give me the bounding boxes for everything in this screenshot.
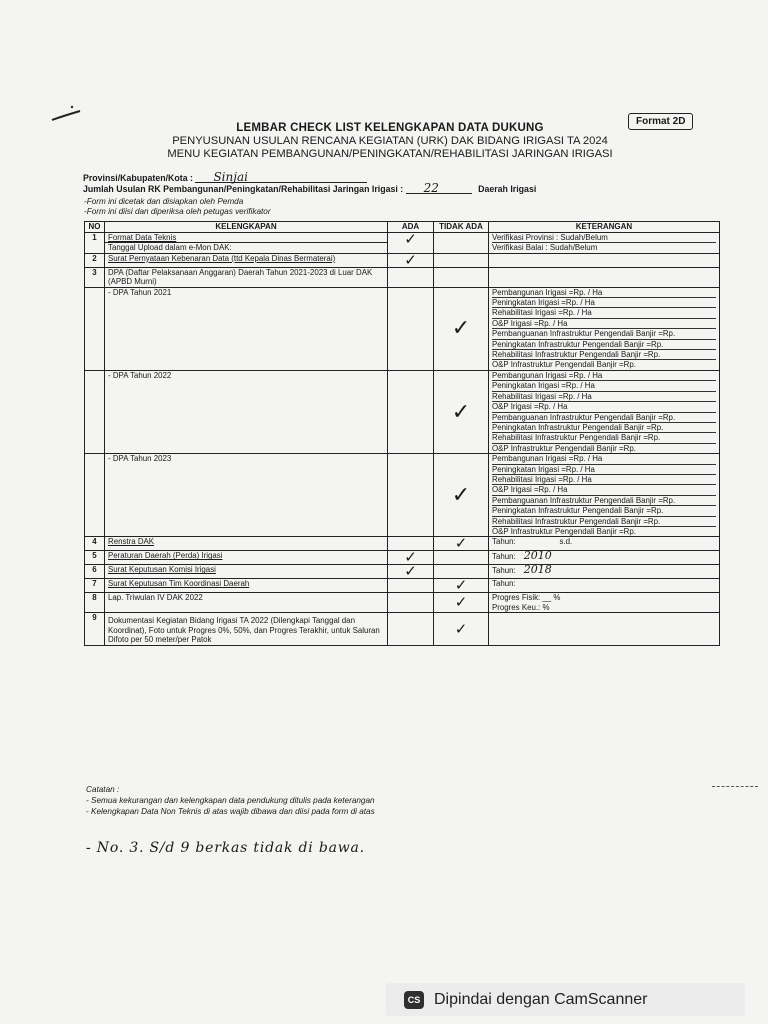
keterangan-label: Tahun: (492, 566, 516, 576)
catatan-item: - Semua kekurangan dan kelengkapan data pendukung ditulis pada keterangan (86, 796, 375, 805)
table-row (85, 613, 720, 646)
table-row (85, 579, 720, 593)
keterangan-line: O&P Infrastruktur Pengendali Banjir =Rp. (492, 360, 636, 370)
row-number: 3 (85, 267, 105, 287)
document-subtitle-1: PENYUSUNAN USULAN RENCANA KEGIATAN (URK) DAK BIDANG IRIGASI TA 2024 (172, 135, 608, 147)
keterangan-line: Verifikasi Balai : Sudah/Belum (492, 243, 598, 253)
catatan-section (86, 784, 375, 817)
provinsi-label: Provinsi/Kabupaten/Kota : (83, 173, 193, 183)
ada-check: ✓ (388, 253, 434, 267)
keterangan-line: O&P Infrastruktur Pengendali Banjir =Rp. (492, 526, 636, 536)
keterangan-line: Peningkatan Irigasi =Rp. / Ha (492, 381, 716, 391)
jumlah-value-line (406, 181, 472, 194)
tidak-ada-cell (434, 551, 489, 565)
row-keterangan (489, 454, 720, 537)
form-note: -Form ini dicetak dan disiapkan oleh Pemda (84, 197, 244, 206)
row-item: Renstra DAK (105, 537, 388, 551)
row-number: 9 (85, 613, 105, 646)
keterangan-line: Rehabilitasi Irigasi =Rp. / Ha (492, 308, 716, 318)
row-number: 6 (85, 565, 105, 579)
row-item (105, 233, 388, 254)
keterangan-line: Peningkatan Irigasi =Rp. / Ha (492, 465, 716, 475)
row-item: Lap. Triwulan IV DAK 2022 (105, 593, 388, 613)
row-keterangan (489, 370, 720, 453)
row-keterangan (489, 593, 720, 613)
table-row (85, 233, 720, 254)
table-row (85, 593, 720, 613)
row-item: - DPA Tahun 2023 (105, 454, 388, 537)
catatan-label: Catatan : (86, 785, 120, 794)
keterangan-line: Pembanguanan Infrastruktur Pengendali Banjir =Rp. (492, 496, 716, 506)
tidak-ada-cell (434, 253, 489, 267)
keterangan-line: Pembangunan Irigasi =Rp. / Ha (492, 454, 716, 464)
row-item: Surat Keputusan Komisi Irigasi (105, 565, 388, 579)
jumlah-value: 22 (423, 181, 439, 195)
row-keterangan (489, 565, 720, 579)
jumlah-label: Jumlah Usulan RK Pembangunan/Peningkatan/Rehabilitasi Jaringan Irigasi : (83, 184, 404, 194)
table-row-dpa-2023 (85, 454, 720, 537)
keterangan-line: Pembangunan Irigasi =Rp. / Ha (492, 371, 716, 381)
keterangan-line: Rehabilitasi Irigasi =Rp. / Ha (492, 475, 716, 485)
jumlah-field (83, 181, 536, 194)
camscanner-text: Dipindai dengan CamScanner (434, 990, 648, 1008)
row-keterangan (489, 233, 720, 254)
tidak-ada-check: ✓ (434, 370, 489, 453)
keterangan-line: Pembanguanan Infrastruktur Pengendali Banjir =Rp. (492, 413, 716, 423)
row-keterangan: Tahun: (489, 579, 720, 593)
header-kelengkapan: KELENGKAPAN (105, 222, 388, 233)
tidak-ada-check: ✓ (434, 579, 489, 593)
ada-cell (388, 267, 434, 287)
row-number: 8 (85, 593, 105, 613)
keterangan-line: O&P Infrastruktur Pengendali Banjir =Rp. (492, 443, 636, 453)
form-notes (84, 197, 271, 217)
keterangan-line: Peningkatan Infrastruktur Pengendali Banjir =Rp. (492, 340, 716, 350)
keterangan-line: Progres Fisik: __ % (492, 593, 561, 603)
camscanner-logo-icon: CS (404, 991, 424, 1009)
document-title: LEMBAR CHECK LIST KELENGKAPAN DATA DUKUNG (236, 122, 544, 134)
catatan-item: - Kelengkapan Data Non Teknis di atas wajib dibawa dan diisi pada form di atas (86, 807, 375, 816)
tidak-ada-check: ✓ (434, 593, 489, 613)
row-item: Dokumentasi Kegiatan Bidang Irigasi TA 2022 (Dilengkapi Tanggal dan Koordinat), Foto untuk Progres 0%, 50%, dan Progres Terakhir, untuk Saluran Difoto per 50 meter/per Patok (105, 613, 388, 646)
table-row-dpa-2022 (85, 370, 720, 453)
keterangan-line: Peningkatan Infrastruktur Pengendali Banjir =Rp. (492, 506, 716, 516)
camscanner-watermark (386, 983, 745, 1016)
pen-dash-mark (712, 786, 758, 787)
tidak-ada-check: ✓ (434, 454, 489, 537)
row-item-text: Tanggal Upload dalam e-Mon DAK: (105, 242, 387, 252)
row-keterangan (489, 613, 720, 646)
format-label: Format 2D (628, 113, 693, 130)
ada-cell (388, 287, 434, 370)
row-item: Surat Pernyataan Kebenaran Data (ttd Kepala Dinas Bermaterai) (105, 253, 388, 267)
keterangan-line: O&P Irigasi =Rp. / Ha (492, 485, 716, 495)
row-number (85, 287, 105, 370)
handwritten-year: 2018 (523, 564, 552, 577)
tidak-ada-cell (434, 565, 489, 579)
row-number: 5 (85, 551, 105, 565)
tidak-ada-check: ✓ (434, 537, 489, 551)
ada-cell (388, 454, 434, 537)
header-keterangan: KETERANGAN (489, 222, 720, 233)
table-row (85, 267, 720, 287)
keterangan-line: Pembangunan Irigasi =Rp. / Ha (492, 288, 716, 298)
row-item: - DPA Tahun 2021 (105, 287, 388, 370)
ada-cell (388, 579, 434, 593)
header-tidak-ada: TIDAK ADA (434, 222, 489, 233)
ada-check: ✓ (388, 233, 434, 254)
keterangan-line: O&P Irigasi =Rp. / Ha (492, 402, 716, 412)
form-note: -Form ini diisi dan diperiksa oleh petugas verifikator (84, 207, 271, 216)
row-item: - DPA Tahun 2022 (105, 370, 388, 453)
table-row (85, 537, 720, 551)
table-row (85, 253, 720, 267)
ada-cell (388, 370, 434, 453)
header-ada: ADA (388, 222, 434, 233)
row-keterangan (489, 287, 720, 370)
keterangan-line: Rehabilitasi Irigasi =Rp. / Ha (492, 392, 716, 402)
row-keterangan (489, 253, 720, 267)
tidak-ada-check: ✓ (434, 287, 489, 370)
row-number: 4 (85, 537, 105, 551)
daerah-irigasi-label: Daerah Irigasi (478, 184, 537, 194)
row-keterangan (489, 267, 720, 287)
table-row (85, 551, 720, 565)
row-number (85, 370, 105, 453)
handwritten-note: - No. 3. S/d 9 berkas tidak di bawa. (86, 840, 365, 856)
document-subtitle-2: MENU KEGIATAN PEMBANGUNAN/PENINGKATAN/REHABILITASI JARINGAN IRIGASI (167, 148, 613, 160)
keterangan-line: O&P Irigasi =Rp. / Ha (492, 319, 716, 329)
keterangan-line: Peningkatan Irigasi =Rp. / Ha (492, 298, 716, 308)
ada-cell (388, 537, 434, 551)
ada-check: ✓ (388, 565, 434, 579)
keterangan-line: Pembanguanan Infrastruktur Pengendali Banjir =Rp. (492, 329, 716, 339)
keterangan-line: Peningkatan Infrastruktur Pengendali Banjir =Rp. (492, 423, 716, 433)
tidak-ada-cell (434, 267, 489, 287)
ada-cell (388, 613, 434, 646)
ada-cell (388, 593, 434, 613)
row-number: 2 (85, 253, 105, 267)
row-keterangan (489, 551, 720, 565)
provinsi-value: Sinjai (213, 170, 248, 184)
tidak-ada-check: ✓ (434, 613, 489, 646)
keterangan-line: Progres Keu.: % (492, 602, 550, 612)
keterangan-line: Verifikasi Provinsi : Sudah/Belum (492, 233, 716, 243)
row-keterangan: Tahun: s.d. (489, 537, 720, 551)
keterangan-line: Rehabilitasi Infrastruktur Pengendali Banjir =Rp. (492, 433, 716, 443)
checklist-table (84, 221, 720, 646)
row-number: 7 (85, 579, 105, 593)
header-no: NO (85, 222, 105, 233)
keterangan-line: Rehabilitasi Infrastruktur Pengendali Banjir =Rp. (492, 517, 716, 527)
keterangan-label: Tahun: (492, 552, 516, 562)
keterangan-line: Rehabilitasi Infrastruktur Pengendali Banjir =Rp. (492, 350, 716, 360)
row-item-text: Format Data Teknis (108, 233, 177, 242)
row-number (85, 454, 105, 537)
handwritten-year: 2010 (523, 550, 552, 563)
row-number: 1 (85, 233, 105, 254)
pen-stroke-mark (50, 104, 84, 124)
ada-check: ✓ (388, 551, 434, 565)
table-row-dpa-2021 (85, 287, 720, 370)
row-item: Surat Keputusan Tim Koordinasi Daerah (105, 579, 388, 593)
row-item: Peraturan Daerah (Perda) Irigasi (105, 551, 388, 565)
table-header-row (85, 222, 720, 233)
table-row (85, 565, 720, 579)
tidak-ada-cell (434, 233, 489, 254)
row-item: DPA (Daftar Pelaksanaan Anggaran) Daerah Tahun 2021-2023 di Luar DAK (APBD Murni) (105, 267, 388, 287)
